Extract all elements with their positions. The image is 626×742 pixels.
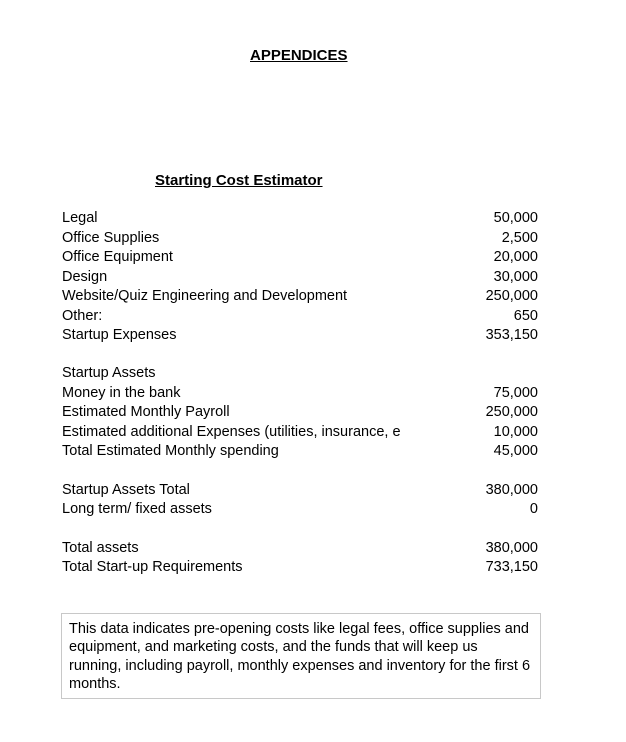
row-label: Total Estimated Monthly spending — [62, 443, 279, 459]
row-value: 45,000 — [493, 443, 538, 459]
table-row — [62, 326, 538, 345]
row-label: Legal — [62, 210, 98, 226]
table-row — [62, 539, 538, 558]
row-value: 250,000 — [485, 288, 538, 304]
row-label: Estimated additional Expenses (utilities, insurance, e — [62, 423, 401, 440]
table-row — [62, 364, 538, 383]
row-label: Website/Quiz Engineering and Development — [62, 288, 348, 304]
row-value: 250,000 — [485, 404, 538, 420]
table-row — [62, 384, 538, 403]
table-row — [62, 423, 538, 442]
row-value: 20,000 — [493, 249, 538, 265]
table-row — [62, 403, 538, 422]
row-value: 75,000 — [493, 384, 538, 401]
row-label: Money in the bank — [62, 384, 181, 401]
row-label: Office Equipment — [62, 249, 173, 265]
row-value: 2,500 — [501, 229, 538, 246]
table-row — [62, 500, 538, 519]
row-label: Startup Expenses — [62, 327, 177, 343]
row-value: 650 — [513, 307, 538, 324]
row-label: Total assets — [62, 539, 139, 556]
row-label: Total Start-up Requirements — [62, 559, 243, 575]
table-row — [62, 268, 538, 287]
row-value: 50,000 — [493, 210, 538, 226]
table-row — [62, 287, 538, 306]
row-value: 353,150 — [485, 327, 538, 343]
row-value: 30,000 — [493, 268, 538, 285]
table-row — [62, 442, 538, 461]
row-label: Office Supplies — [62, 229, 160, 246]
row-value: 10,000 — [493, 423, 538, 440]
page-title: APPENDICES — [250, 47, 348, 64]
table-row — [62, 307, 538, 326]
table-row — [62, 481, 538, 500]
row-label: Design — [62, 268, 108, 285]
table-row — [62, 209, 538, 228]
table-row — [62, 248, 538, 267]
row-value: 380,000 — [485, 539, 538, 556]
table-row — [62, 558, 538, 577]
row-value: 733,150 — [485, 559, 538, 575]
note-box — [61, 613, 541, 699]
row-value: 0 — [529, 501, 538, 517]
section-title: Starting Cost Estimator — [155, 172, 323, 189]
row-label: Other: — [62, 307, 103, 324]
row-label: Long term/ fixed assets — [62, 501, 212, 517]
row-value: 380,000 — [485, 481, 538, 498]
table-row — [62, 229, 538, 248]
row-label: Estimated Monthly Payroll — [62, 404, 230, 420]
note-text: This data indicates pre-opening costs like legal fees, office supplies and equipment, and marketing costs, and the funds that will keep us running, including payroll, monthly expenses and inventory for the first 6 months. — [69, 621, 531, 692]
row-label: Startup Assets — [62, 365, 156, 381]
row-label: Startup Assets Total — [62, 481, 190, 498]
